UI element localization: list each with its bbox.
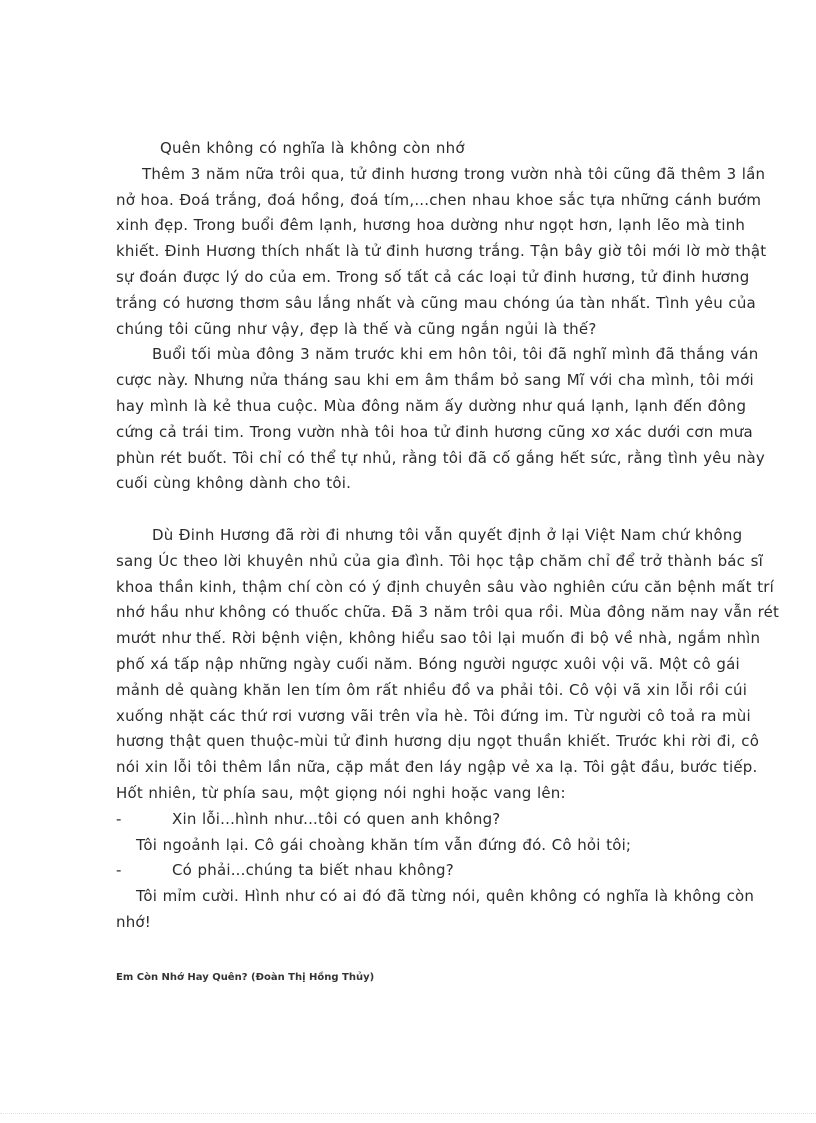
text-line: Tôi mỉm cười. Hình như có ai đó đã từng nói, quên không có nghĩa là không còn (136, 887, 755, 906)
dialogue-text: Có phải...chúng ta biết nhau không? (172, 861, 454, 880)
text-line: nói xin lỗi tôi thêm lần nữa, cặp mắt đen láy ngập vẻ xa lạ. Tôi gật đầu, bước tiếp. (116, 758, 758, 777)
dialogue-line (116, 858, 756, 884)
text-line: mảnh dẻ quàng khăn len tím ôm rất nhiều đồ va phải tôi. Cô vội vã xin lỗi rồi cúi (116, 680, 748, 699)
text-line: xuống nhặt các thứ rơi vương vãi trên vỉa hè. Tôi đứng im. Từ người cô toả ra mùi (116, 706, 751, 725)
text-line: cược này. Nhưng nửa tháng sau khi em âm thầm bỏ sang Mĩ với cha mình, tôi mới (116, 371, 754, 390)
text-line: Hốt nhiên, từ phía sau, một giọng nói nghi hoặc vang lên: (116, 783, 566, 802)
text-line: Thêm 3 năm nữa trôi qua, tử đinh hương trong vườn nhà tôi cũng đã thêm 3 lần (142, 164, 766, 183)
text-line: khoa thần kinh, thậm chí còn có ý định chuyên sâu vào nghiên cứu căn bệnh mất trí (116, 577, 775, 596)
story-title: Quên không có nghĩa là không còn nhớ (160, 139, 465, 157)
text-line: chúng tôi cũng như vậy, đẹp là thế và cũng ngắn ngủi là thế? (116, 319, 597, 338)
dialogue-dash: - (116, 861, 122, 880)
text-line: sự đoán được lý do của em. Trong số tất cả các loại tử đinh hương, tử đinh hương (116, 267, 750, 286)
text-line: khiết. Đinh Hương thích nhất là tử đinh hương trắng. Tận bây giờ tôi mới lờ mờ thật (116, 242, 767, 261)
text-line: phùn rét buốt. Tôi chỉ có thể tự nhủ, rằng tôi đã cố gắng hết sức, rằng tình yêu này (116, 448, 766, 467)
text-line: nhớ! (116, 912, 152, 931)
text-line: nở hoa. Đoá trắng, đoá hồng, đoá tím,...chen nhau khoe sắc tựa những cánh bướm (116, 190, 762, 209)
text-line: cuối cùng không dành cho tôi. (116, 474, 352, 493)
text-line: hương thật quen thuộc-mùi tử đinh hương dịu ngọt thuần khiết. Trước khi rời đi, cô (116, 732, 760, 751)
dialogue-text: Xin lỗi...hình như...tôi có quen anh không? (172, 809, 501, 828)
text-line: phố xá tấp nập những ngày cuối năm. Bóng người ngược xuôi vội vã. Một cô gái (116, 654, 740, 673)
text-line: xinh đẹp. Trong buổi đêm lạnh, hương hoa dường như ngọt hơn, lạnh lẽo mà tinh (116, 216, 746, 235)
text-line: Buổi tối mùa đông 3 năm trước khi em hôn tôi, tôi đã nghĩ mình đã thắng ván (152, 345, 759, 364)
dialogue-line (116, 807, 756, 833)
paragraph-gap (116, 497, 756, 523)
dialogue-dash: - (116, 809, 122, 828)
text-line: nhớ hầu như không có thuốc chữa. Đã 3 năm trôi qua rồi. Mùa đông năm nay vẫn rét (116, 603, 780, 622)
text-line: hay mình là kẻ thua cuộc. Mùa đông năm ấy dường như quá lạnh, lạnh đến đông (116, 396, 747, 415)
story-attribution: Em Còn Nhớ Hay Quên? (Đoàn Thị Hồng Thủy) (116, 972, 375, 983)
text-line: Dù Đinh Hương đã rời đi nhưng tôi vẫn quyết định ở lại Việt Nam chứ không (152, 525, 743, 544)
story-body (116, 136, 780, 936)
text-line: mướt như thế. Rời bệnh viện, không hiểu sao tôi lại muốn đi bộ về nhà, ngắm nhìn (116, 629, 761, 648)
text-line: trắng có hương thơm sâu lắng nhất và cũng mau chóng úa tàn nhất. Tình yêu của (116, 293, 756, 312)
text-line: Tôi ngoảnh lại. Cô gái choàng khăn tím vẫn đứng đó. Cô hỏi tôi; (136, 835, 632, 854)
text-line: sang Úc theo lời khuyên nhủ của gia đình. Tôi học tập chăm chỉ để trở thành bác sĩ (116, 551, 763, 570)
page-bottom-divider (0, 1113, 816, 1114)
text-line: cứng cả trái tim. Trong vườn nhà tôi hoa tử đinh hương cũng xơ xác dưới cơn mưa (116, 422, 753, 441)
